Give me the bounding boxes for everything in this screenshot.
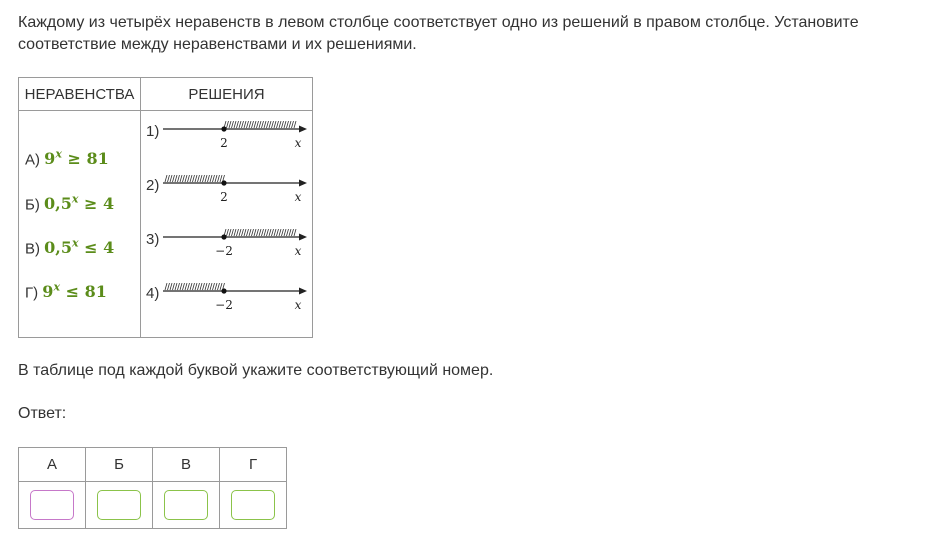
inequality-exponent: x (72, 237, 79, 250)
boundary-point (221, 126, 226, 131)
answer-label: Ответ: (18, 405, 67, 422)
hatch-mark (279, 121, 281, 128)
hatch-mark (247, 121, 249, 128)
solution-label: 2) (146, 177, 160, 194)
hatch-mark (173, 175, 175, 182)
hatch-mark (244, 121, 246, 128)
answer-input-v[interactable] (164, 490, 208, 520)
answer-cell-v (153, 482, 220, 529)
hatch-mark (165, 175, 167, 182)
hatch-mark (272, 121, 274, 128)
hatch-mark (220, 175, 222, 182)
hatch-mark (242, 229, 244, 236)
hatch-mark (254, 229, 256, 236)
hatch-mark (277, 121, 279, 128)
axis-arrow-icon (299, 234, 307, 241)
hatch-mark (213, 283, 215, 290)
inequality-expression (42, 282, 107, 301)
hatch-mark (178, 175, 180, 182)
hatch-mark (180, 283, 182, 290)
hatch-mark (289, 121, 291, 128)
answer-table (18, 447, 287, 529)
inequality-base: 0,5 (44, 238, 73, 258)
hatch-mark (183, 283, 185, 290)
answer-header-b: Б (86, 448, 153, 482)
hatch-mark (215, 175, 217, 182)
hatch-mark (227, 121, 229, 128)
hatch-mark (180, 175, 182, 182)
boundary-point (221, 234, 226, 239)
hatch-mark (215, 283, 217, 290)
hatch-mark (269, 229, 271, 236)
hatch-mark (262, 229, 264, 236)
matching-table (18, 77, 313, 338)
inequality-rhs: 4 (102, 194, 115, 214)
task-instructions: Каждому из четырёх неравенств в левом столбце соответствует одно из решений в правом столбце. Установите соответствие между неравенствами и их решениями. (18, 14, 859, 53)
hatch-mark (287, 121, 289, 128)
hatch-mark (259, 121, 261, 128)
hatch-mark (170, 283, 172, 290)
hatch-mark (267, 229, 269, 236)
hatch-mark (170, 175, 172, 182)
point-label: 2 (220, 136, 228, 150)
hatch-mark (247, 229, 249, 236)
axis-arrow-icon (299, 180, 307, 187)
boundary-point (221, 288, 226, 293)
hatch-mark (173, 283, 175, 290)
hatch-mark (188, 175, 190, 182)
inequality-label: В) (25, 240, 40, 258)
hatch-mark (208, 283, 210, 290)
answer-cell-b (86, 482, 153, 529)
number-line-2 (163, 175, 308, 207)
inequality-0 (25, 148, 109, 168)
hatch-mark (229, 229, 231, 236)
hatch-mark (294, 229, 296, 236)
axis-label: x (294, 298, 302, 312)
point-label: −2 (215, 298, 233, 312)
hatch-mark (205, 283, 207, 290)
axis-label: x (294, 190, 302, 204)
hatch-mark (287, 229, 289, 236)
hatch-mark (252, 121, 254, 128)
hatch-mark (294, 121, 296, 128)
hatch-mark (168, 175, 170, 182)
inequality-rhs: 81 (84, 282, 107, 302)
hatch-mark (203, 283, 205, 290)
inequality-expression (44, 194, 114, 213)
hatch-mark (274, 121, 276, 128)
hatch-mark (267, 121, 269, 128)
axis-arrow-icon (299, 288, 307, 295)
hatch-mark (190, 283, 192, 290)
solution-label: 1) (146, 123, 160, 140)
hatch-mark (198, 175, 200, 182)
column-header-inequalities: НЕРАВЕНСТВА (19, 78, 141, 111)
hatch-mark (203, 175, 205, 182)
hatch-mark (272, 229, 274, 236)
hatch-mark (239, 229, 241, 236)
answer-prompt: В таблице под каждой буквой укажите соответствующий номер. (18, 362, 494, 379)
hatch-mark (168, 283, 170, 290)
hatch-mark (237, 121, 239, 128)
answer-header-v: В (153, 448, 220, 482)
hatch-mark (264, 121, 266, 128)
hatch-mark (277, 229, 279, 236)
hatch-mark (257, 121, 259, 128)
hatch-mark (292, 229, 294, 236)
inequality-rhs: 81 (86, 149, 109, 169)
hatch-mark (165, 283, 167, 290)
answer-cell-a (19, 482, 86, 529)
hatch-mark (274, 229, 276, 236)
inequality-exponent: x (53, 281, 60, 294)
hatch-mark (227, 229, 229, 236)
hatch-mark (220, 283, 222, 290)
number-line-3 (163, 229, 308, 261)
inequality-relation: ≤ (84, 238, 98, 258)
inequality-label: А) (25, 151, 40, 169)
hatch-mark (269, 121, 271, 128)
hatch-mark (175, 175, 177, 182)
hatch-mark (237, 229, 239, 236)
inequality-expression (44, 238, 114, 257)
axis-label: x (294, 244, 302, 258)
hatch-mark (195, 175, 197, 182)
inequality-2 (25, 237, 114, 257)
inequality-exponent: x (55, 148, 62, 161)
number-line-4 (163, 283, 308, 315)
hatch-mark (257, 229, 259, 236)
hatch-mark (218, 283, 220, 290)
hatch-mark (284, 229, 286, 236)
hatch-mark (282, 121, 284, 128)
hatch-mark (239, 121, 241, 128)
inequality-relation: ≥ (84, 194, 98, 214)
hatch-mark (262, 121, 264, 128)
hatch-mark (249, 121, 251, 128)
inequality-exponent: x (71, 193, 79, 206)
answer-input-a[interactable] (30, 490, 74, 520)
hatch-mark (289, 229, 291, 236)
solutions-cell (141, 111, 313, 338)
hatch-mark (259, 229, 261, 236)
hatch-mark (178, 283, 180, 290)
answer-header-g: Г (220, 448, 287, 482)
answer-cell-g (220, 482, 287, 529)
column-header-solutions: РЕШЕНИЯ (141, 78, 313, 111)
hatch-mark (185, 283, 187, 290)
hatch-mark (252, 229, 254, 236)
boundary-point (221, 180, 226, 185)
hatch-mark (284, 121, 286, 128)
hatch-mark (244, 229, 246, 236)
hatch-mark (210, 175, 212, 182)
hatch-mark (195, 283, 197, 290)
hatch-mark (190, 175, 192, 182)
hatch-mark (279, 229, 281, 236)
inequality-expression (44, 149, 109, 168)
point-label: −2 (215, 244, 233, 258)
inequality-base: 9 (42, 282, 54, 302)
axis-arrow-icon (299, 126, 307, 133)
answer-input-g[interactable] (231, 490, 275, 520)
inequality-relation: ≤ (65, 282, 79, 302)
hatch-mark (213, 175, 215, 182)
inequality-rhs: 4 (103, 238, 115, 258)
inequality-1 (25, 193, 114, 213)
hatch-mark (234, 121, 236, 128)
hatch-mark (292, 121, 294, 128)
hatch-mark (234, 229, 236, 236)
axis-label: x (294, 136, 302, 150)
solution-label: 3) (146, 231, 160, 248)
inequality-base: 9 (44, 149, 56, 169)
hatch-mark (188, 283, 190, 290)
hatch-mark (185, 175, 187, 182)
hatch-mark (175, 283, 177, 290)
hatch-mark (193, 283, 195, 290)
hatch-mark (205, 175, 207, 182)
hatch-mark (218, 175, 220, 182)
hatch-mark (198, 283, 200, 290)
inequality-label: Б) (25, 196, 40, 214)
inequalities-cell (19, 111, 141, 338)
number-line-1 (163, 121, 308, 153)
hatch-mark (232, 229, 234, 236)
hatch-mark (200, 175, 202, 182)
hatch-mark (264, 229, 266, 236)
answer-input-b[interactable] (97, 490, 141, 520)
inequality-3 (25, 281, 107, 301)
inequality-relation: ≥ (67, 149, 81, 169)
inequality-base: 0,5 (44, 194, 72, 214)
hatch-mark (200, 283, 202, 290)
answer-header-a: А (19, 448, 86, 482)
hatch-mark (183, 175, 185, 182)
solution-label: 4) (146, 285, 160, 302)
hatch-mark (208, 175, 210, 182)
hatch-mark (254, 121, 256, 128)
hatch-mark (232, 121, 234, 128)
hatch-mark (193, 175, 195, 182)
hatch-mark (242, 121, 244, 128)
hatch-mark (249, 229, 251, 236)
hatch-mark (210, 283, 212, 290)
point-label: 2 (220, 190, 228, 204)
hatch-mark (282, 229, 284, 236)
inequality-label: Г) (25, 284, 39, 302)
hatch-mark (229, 121, 231, 128)
